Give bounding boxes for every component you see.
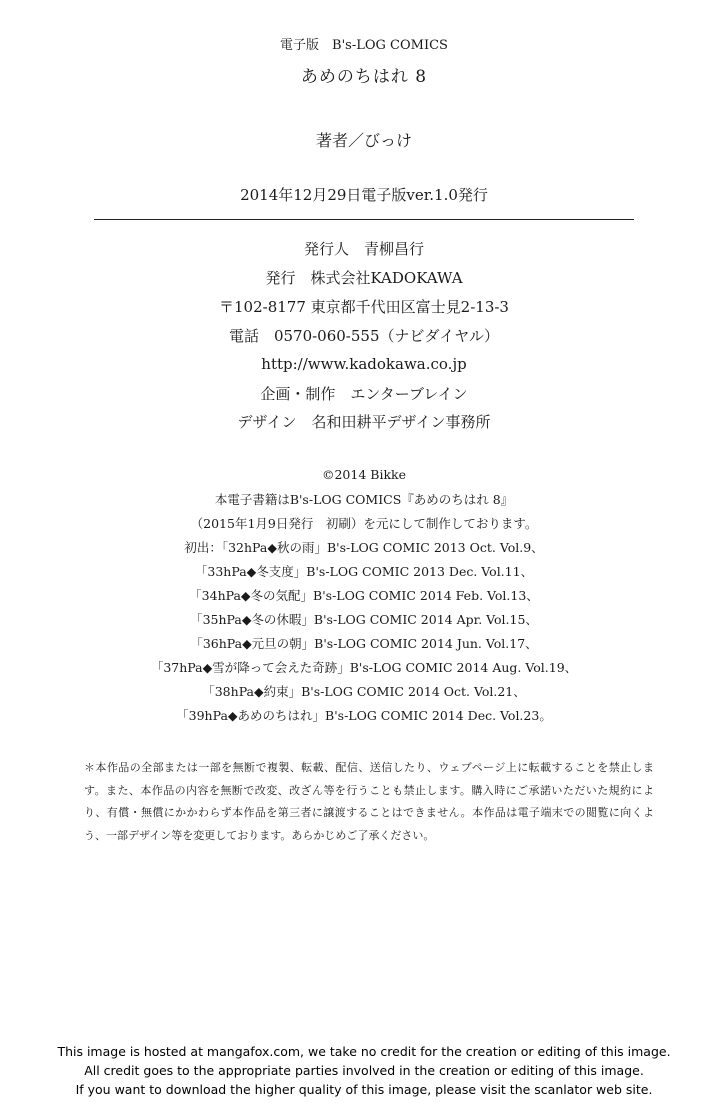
edition-label: 電子版 B's-LOG COMICS bbox=[280, 38, 448, 53]
publisher-person: 発行人 青柳昌行 bbox=[303, 240, 424, 258]
publisher-phone: 電話 0570-060-555（ナビダイヤル） bbox=[228, 327, 500, 345]
first-appearance-item: 初出：「32hPa◆秋の雨」B's-LOG COMIC 2013 Oct. Vol.9、 bbox=[184, 540, 544, 555]
first-appearance-item: 「33hPa◆冬支度」B's-LOG COMIC 2013 Dec. Vol.11、 bbox=[194, 564, 534, 579]
scanlation-notice-line: All credit goes to the appropriate parties involved in the creation or editing of this image. bbox=[84, 1063, 644, 1078]
divider bbox=[94, 219, 634, 220]
first-appearance-item: 「36hPa◆元旦の朝」B's-LOG COMIC 2014 Jun. Vol.17、 bbox=[190, 636, 538, 651]
book-title: あめのちはれ 8 bbox=[300, 67, 428, 87]
publisher-address: 〒102-8177 東京都千代田区富士見2-13-3 bbox=[219, 298, 509, 316]
scanlation-notice-line: This image is hosted at mangafox.com, we take no credit for the creation or editing of this image. bbox=[57, 1044, 671, 1059]
first-appearance-item: 「34hPa◆冬の気配」B's-LOG COMIC 2014 Feb. Vol.13、 bbox=[189, 588, 539, 603]
first-appearance-item: 「37hPa◆雪が降って会えた奇跡」B's-LOG COMIC 2014 Aug. Vol.19、 bbox=[150, 660, 578, 675]
publisher-company: 発行 株式会社KADOKAWA bbox=[265, 269, 463, 287]
copyright: ©2014 Bikke bbox=[321, 467, 406, 482]
scanlation-notice-line: If you want to download the higher quality of this image, please visit the scanlator web site. bbox=[75, 1082, 653, 1097]
production-credit: 企画・制作 エンターブレイン bbox=[260, 385, 468, 403]
basis-line: （2015年1月9日発行 初刷）を元にして制作しております。 bbox=[190, 516, 538, 531]
basis-line: 本電子書籍はB's-LOG COMICS『あめのちはれ 8』 bbox=[214, 492, 514, 507]
first-appearance-item: 「35hPa◆冬の休暇」B's-LOG COMIC 2014 Apr. Vol.15、 bbox=[190, 612, 538, 627]
design-credit: デザイン 名和田耕平デザイン事務所 bbox=[237, 413, 491, 431]
edition-date: 2014年12月29日電子版ver.1.0発行 bbox=[240, 186, 488, 204]
first-appearance-item: 「39hPa◆あめのちはれ」B's-LOG COMIC 2014 Dec. Vol.23。 bbox=[176, 708, 552, 723]
author-line: 著者／びっけ bbox=[315, 131, 412, 150]
copyright-notice: ＊本作品の全部または一部を無断で複製、転載、配信、送信したり、ウェブページ上に転載することを禁止します。また、本作品の内容を無断で改変、改ざん等を行うことも禁止します。購入時にご承諾いただいた規約により、有償・無償にかかわらず本作品を第三者に譲渡することはできません。本作品は電子端末での閲覧に向くよう、一部デザイン等を変更しております。あらかじめご了承ください。 bbox=[84, 761, 654, 842]
publisher-url: http://www.kadokawa.co.jp bbox=[261, 355, 467, 373]
first-appearance-item: 「38hPa◆約束」B's-LOG COMIC 2014 Oct. Vol.21、 bbox=[202, 684, 526, 699]
